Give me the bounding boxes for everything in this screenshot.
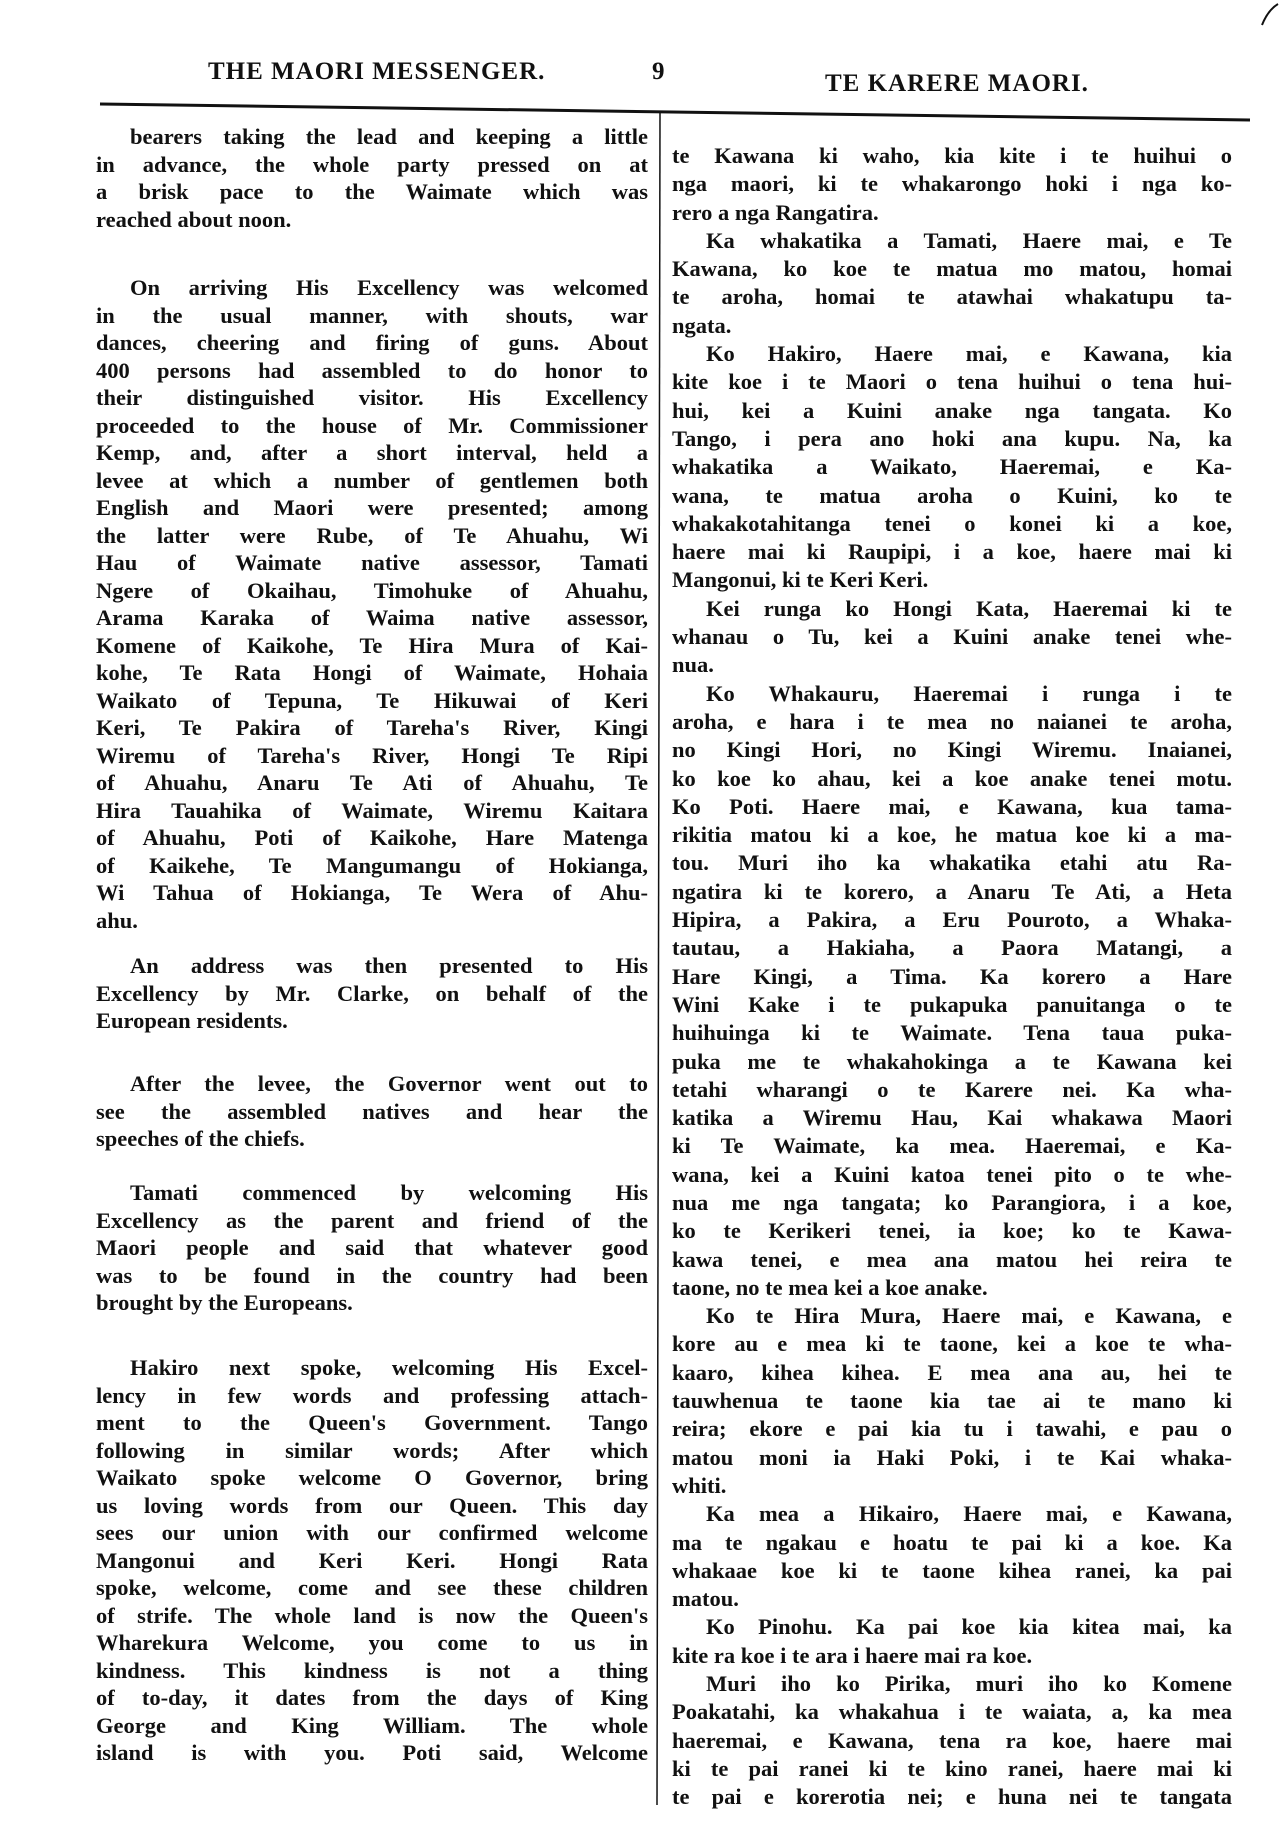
text-line: matou moni ia Haki Poki, i te Kai whaka-: [672, 1444, 1232, 1470]
text-line: tautau, a Hakiaha, a Paora Matangi, a: [672, 935, 1232, 961]
text-line: ment to the Queen's Government. Tango: [96, 1410, 648, 1435]
text-line: in advance, the whole party pressed on at: [96, 151, 648, 177]
paragraph: [672, 1613, 1232, 1670]
text-line: kohe, Te Rata Hongi of Waimate, Hohaia: [96, 660, 648, 685]
text-line: On arriving His Excellency was welcomed: [130, 275, 648, 300]
text-line: Ka mea a Hikairo, Haere mai, e Kawana,: [706, 1501, 1232, 1527]
text-line: Wiremu of Tareha's River, Hongi Te Ripi: [96, 742, 648, 768]
text-line: Hipira, a Pakira, a Eru Pouroto, a Whaka-: [672, 907, 1232, 933]
text-line: rero a nga Rangatira.: [672, 199, 879, 225]
text-line: European residents.: [96, 1008, 288, 1033]
paragraph: [96, 1070, 648, 1153]
text-line: Mangonui and Keri Keri. Hongi Rata: [96, 1547, 648, 1573]
text-line: of strife. The whole land is now the Queen's: [96, 1602, 648, 1628]
corner-mark: [1262, 4, 1278, 25]
text-line: haere mai ki Raupipi, i a koe, haere mai ki: [672, 539, 1232, 565]
text-line: of Ahuahu, Anaru Te Ati of Ahuahu, Te: [96, 770, 648, 795]
text-line: no Kingi Hori, no Kingi Wiremu. Inaianei,: [672, 737, 1232, 763]
right-column: [672, 142, 1232, 1812]
text-line: Muri iho ko Pirika, muri iho ko Komene: [706, 1671, 1232, 1697]
text-line: Excellency by Mr. Clarke, on behalf of the: [96, 980, 648, 1006]
text-line: wana, te matua aroha o Kuini, ko te: [672, 482, 1232, 508]
text-line: An address was then presented to His: [130, 953, 648, 978]
paragraph: [672, 340, 1232, 595]
text-line: te aroha, homai te atawhai whakatupu ta-: [672, 284, 1232, 310]
text-line: te pai e korerotia nei; e huna nei te tangata: [672, 1784, 1232, 1810]
paragraph: [672, 1500, 1232, 1613]
text-line: kindness. This kindness is not a thing: [96, 1657, 648, 1683]
text-line: spoke, welcome, come and see these children: [96, 1575, 648, 1600]
paragraph: [672, 1302, 1232, 1500]
text-line: whanau o Tu, kei a Kuini anake tenei whe-: [672, 624, 1232, 650]
paragraph: [672, 680, 1232, 1303]
paragraph: [96, 952, 648, 1035]
text-line: ngatira ki te korero, a Anaru Te Ati, a Heta: [672, 878, 1232, 904]
text-line: reira; ekore e pai kia tu i tawahi, e pau o: [672, 1416, 1232, 1442]
text-line: Wharekura Welcome, you come to us in: [96, 1630, 648, 1655]
masthead-maori: TE KARERE MAORI.: [825, 70, 1089, 97]
text-line: huihuinga ki te Waimate. Tena taua puka-: [672, 1020, 1232, 1046]
text-line: whiti.: [672, 1472, 727, 1498]
text-line: Wini Kake i te pukapuka panuitanga o te: [672, 991, 1232, 1017]
text-line: following in similar words; After which: [96, 1437, 648, 1463]
text-line: nua.: [672, 652, 714, 678]
text-line: Kawana, ko koe te matua mo matou, homai: [672, 256, 1232, 282]
text-line: Ka whakatika a Tamati, Haere mai, e Te: [706, 227, 1232, 253]
text-line: ki Te Waimate, ka mea. Haeremai, e Ka-: [672, 1133, 1232, 1159]
text-line: Hakiro next spoke, welcoming His Excel-: [130, 1355, 648, 1380]
text-line: Ko Pinohu. Ka pai koe kia kitea mai, ka: [706, 1614, 1232, 1640]
text-line: tauwhenua te taone kia tae ai te mano ki: [672, 1388, 1232, 1414]
text-line: Mangonui, ki te Keri Keri.: [672, 567, 929, 593]
text-line: a brisk pace to the Waimate which was: [96, 179, 648, 204]
paragraph: [672, 142, 1232, 227]
text-line: their distinguished visitor. His Excellency: [96, 385, 648, 410]
paragraph: [672, 1670, 1232, 1811]
text-line: te Kawana ki waho, kia kite i te huihui o: [672, 143, 1232, 168]
text-line: George and King William. The whole: [96, 1712, 648, 1738]
text-line: us loving words from our Queen. This day: [96, 1492, 648, 1518]
text-line: kite koe i te Maori o tena huihui o tena hui-: [672, 369, 1232, 395]
paragraph: [96, 274, 648, 934]
text-line: kore au e mea ki te taone, kei a koe te wha-: [672, 1331, 1232, 1357]
text-line: Kei runga ko Hongi Kata, Haeremai ki te: [706, 595, 1232, 621]
text-line: rikitia matou ki a koe, he matua koe ki a ma-: [672, 822, 1232, 848]
text-line: Maori people and said that whatever good: [96, 1235, 648, 1260]
paragraph: [672, 595, 1232, 680]
text-line: proceeded to the house of Mr. Commissioner: [96, 412, 648, 438]
text-line: speeches of the chiefs.: [96, 1126, 305, 1151]
left-column: [96, 0, 648, 1831]
text-line: Komene of Kaikohe, Te Hira Mura of Kai-: [96, 632, 648, 658]
text-line: island is with you. Poti said, Welcome: [96, 1740, 648, 1765]
text-line: Ko Hakiro, Haere mai, e Kawana, kia: [706, 341, 1232, 367]
text-line: levee at which a number of gentlemen both: [96, 467, 648, 493]
text-line: Tango, i pera ano hoki ana kupu. Na, ka: [672, 425, 1232, 451]
text-line: whakatika a Waikato, Haeremai, e Ka-: [672, 454, 1232, 480]
text-line: Hau of Waimate native assessor, Tamati: [96, 550, 648, 575]
text-line: of Ahuahu, Poti of Kaikohe, Hare Matenga: [96, 825, 648, 850]
text-line: lency in few words and professing attach-: [96, 1382, 648, 1408]
text-line: ma te ngakau e hoatu te pai ki a koe. Ka: [672, 1529, 1232, 1555]
text-line: Poakatahi, ka whakahua i te waiata, a, ka mea: [672, 1699, 1232, 1725]
text-line: dances, cheering and firing of guns. About: [96, 330, 648, 355]
text-line: reached about noon.: [96, 206, 292, 232]
text-line: ahu.: [96, 907, 138, 933]
text-line: Arama Karaka of Waima native assessor,: [96, 605, 648, 630]
text-line: puka me te whakahokinga a te Kawana kei: [672, 1048, 1232, 1074]
text-line: Tamati commenced by welcoming His: [130, 1180, 648, 1205]
column-divider: [657, 112, 660, 1805]
text-line: Ko te Hira Mura, Haere mai, e Kawana, e: [706, 1303, 1232, 1329]
text-line: matou.: [672, 1586, 739, 1612]
page-number: 9: [652, 58, 666, 85]
text-line: Hira Tauahika of Waimate, Wiremu Kaitara: [96, 797, 648, 823]
text-line: After the levee, the Governor went out to: [130, 1071, 648, 1096]
text-line: ko koe ko ahau, kei a koe anake tenei motu.: [672, 765, 1232, 791]
text-line: aroha, e hara i te mea no naianei te aroha,: [672, 708, 1232, 734]
text-line: ngata.: [672, 312, 732, 338]
text-line: tou. Muri iho ka whakatika etahi atu Ra-: [672, 850, 1232, 876]
masthead-english: THE MAORI MESSENGER.: [208, 58, 546, 85]
paragraph: [96, 1179, 648, 1317]
text-line: taone, no te mea kei a koe anake.: [672, 1274, 988, 1300]
text-line: Waikato spoke welcome O Governor, bring: [96, 1465, 648, 1490]
text-line: Ngere of Okaihau, Timohuke of Ahuahu,: [96, 577, 648, 603]
paragraph: [672, 227, 1232, 340]
paragraph: [96, 1354, 648, 1767]
text-line: in the usual manner, with shouts, war: [96, 302, 648, 328]
text-line: tetahi wharangi o te Karere nei. Ka wha-: [672, 1076, 1232, 1102]
text-line: kawa tenei, e mea ana matou hei reira te: [672, 1246, 1232, 1272]
text-line: the latter were Rube, of Te Ahuahu, Wi: [96, 522, 648, 548]
text-line: Keri, Te Pakira of Tareha's River, Kingi: [96, 715, 648, 740]
text-line: nga maori, ki te whakarongo hoki i nga ko-: [672, 171, 1232, 197]
text-line: of to-day, it dates from the days of King: [96, 1685, 648, 1710]
text-line: brought by the Europeans.: [96, 1290, 353, 1315]
text-line: Wi Tahua of Hokianga, Te Wera of Ahu-: [96, 880, 648, 905]
text-line: ki te pai ranei ki te kino ranei, haere mai ki: [672, 1755, 1232, 1781]
text-line: Waikato of Tepuna, Te Hikuwai of Keri: [96, 687, 648, 713]
text-line: Excellency as the parent and friend of the: [96, 1207, 648, 1233]
text-line: wana, kei a Kuini katoa tenei pito o te whe-: [672, 1161, 1232, 1187]
text-line: of Kaikehe, Te Mangumangu of Hokianga,: [96, 852, 648, 878]
paragraph: [96, 123, 648, 233]
text-line: katika a Wiremu Hau, Kai whakawa Maori: [672, 1105, 1232, 1131]
text-line: English and Maori were presented; among: [96, 495, 648, 520]
text-line: Ko Poti. Haere mai, e Kawana, kua tama-: [672, 793, 1232, 819]
text-line: Kemp, and, after a short interval, held a: [96, 440, 648, 465]
text-line: whakakotahitanga tenei o konei ki a koe,: [672, 510, 1232, 536]
text-line: ko te Kerikeri tenei, ia koe; ko te Kawa-: [672, 1218, 1232, 1244]
text-line: hui, kei a Kuini anake nga tangata. Ko: [672, 397, 1232, 423]
text-line: kite ra koe i te ara i haere mai ra koe.: [672, 1642, 1033, 1668]
text-line: was to be found in the country had been: [96, 1262, 648, 1288]
text-line: Ko Whakauru, Haeremai i runga i te: [706, 680, 1232, 706]
text-line: bearers taking the lead and keeping a little: [130, 124, 648, 149]
text-line: kaaro, kihea kihea. E mea ana au, hei te: [672, 1359, 1232, 1385]
text-line: see the assembled natives and hear the: [96, 1098, 648, 1124]
text-line: Hare Kingi, a Tima. Ka korero a Hare: [672, 963, 1232, 989]
text-line: nua me nga tangata; ko Parangiora, i a koe,: [672, 1189, 1232, 1215]
text-line: sees our union with our confirmed welcome: [96, 1520, 648, 1545]
text-line: haeremai, e Kawana, tena ra koe, haere mai: [672, 1727, 1232, 1753]
text-line: whakaae koe ki te taone kihea ranei, ka pai: [672, 1557, 1232, 1583]
text-line: 400 persons had assembled to do honor to: [96, 357, 648, 383]
